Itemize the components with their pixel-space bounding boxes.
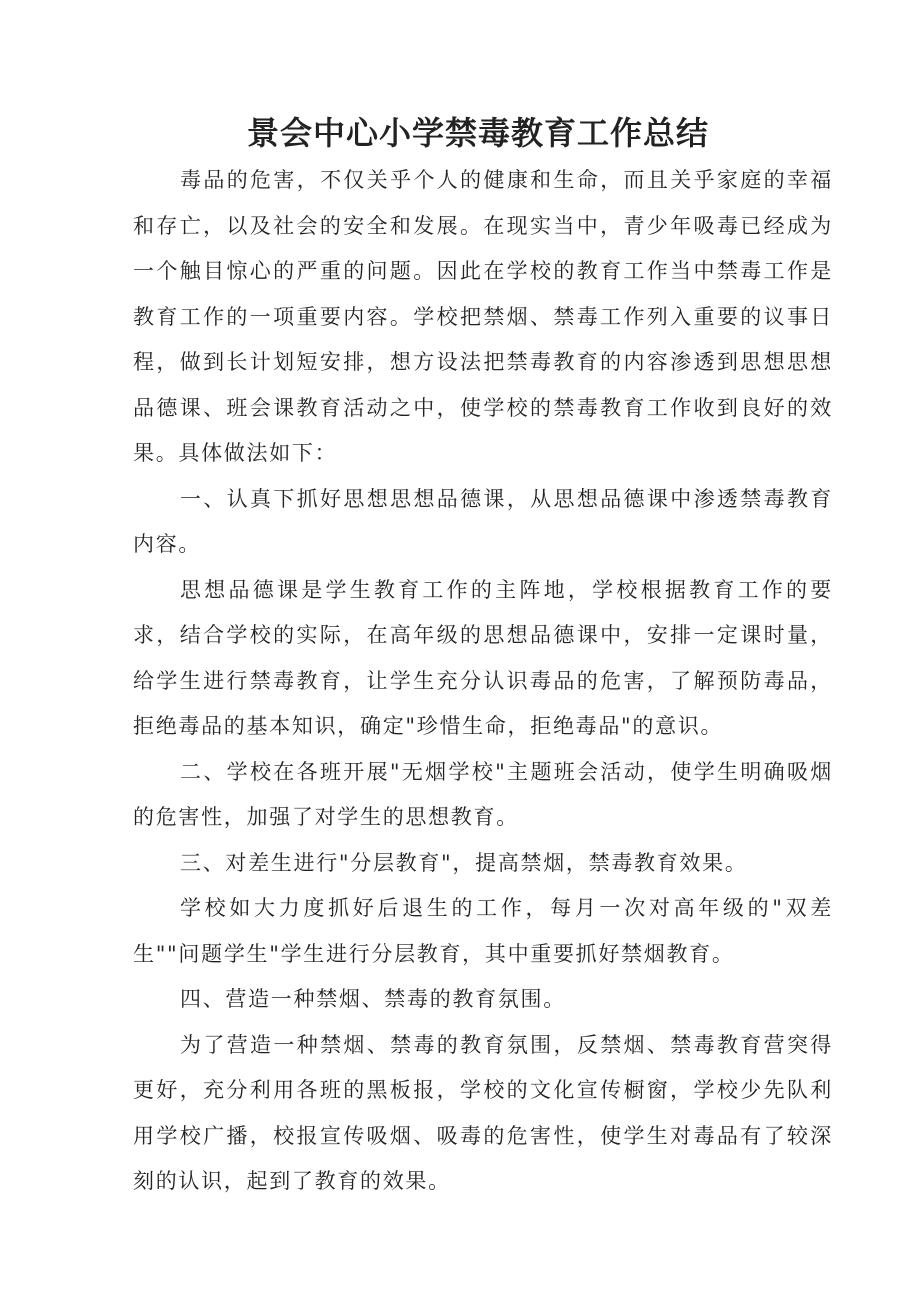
paragraph-heading-3: 三、对差生进行"分层教育"，提高禁烟，禁毒教育效果。	[180, 850, 748, 875]
paragraph-heading-4: 四、营造一种禁烟、禁毒的教育氛围。	[180, 987, 566, 1011]
paragraph-body-1: 思想品德课是学生教育工作的主阵地，学校根据教育工作的要求，结合学校的实际，在高年级的思想品德课中，安排一定课时量，给学生进行禁毒教育，让学生充分认识毒品的危害，了解预防毒品，拒绝毒品的基本知识，确定"珍惜生命，拒绝毒品"的意识。	[133, 577, 833, 738]
document-page	[133, 108, 833, 1205]
paragraph-body-3: 学校如大力度抓好后退生的工作，每月一次对高年级的"双差生""问题学生"学生进行分层教育，其中重要抓好禁烟教育。	[133, 896, 833, 966]
paragraph-body-4: 为了营造一种禁烟、禁毒的教育氛围，反禁烟、禁毒教育营突得更好，充分利用各班的黑板报，学校的文化宣传橱窗，学校少先队利用学校广播，校报宣传吸烟、吸毒的危害性，使学生对毒品有了较深刻的认识，起到了教育的效果。	[133, 1032, 833, 1193]
paragraph-heading-1: 一、认真下抓好思想思想品德课，从思想品德课中渗透禁毒教育内容。	[133, 486, 833, 556]
paragraph-heading-2: 二、学校在各班开展"无烟学校"主题班会活动，使学生明确吸烟的危害性，加强了对学生的思想教育。	[133, 759, 833, 829]
paragraph-intro: 毒品的危害，不仅关乎个人的健康和生命，而且关乎家庭的幸福和存亡，以及社会的安全和发展。在现实当中，青少年吸毒已经成为一个触目惊心的严重的问题。因此在学校的教育工作当中禁毒工作是教育工作的一项重要内容。学校把禁烟、禁毒工作列入重要的议事日程，做到长计划短安排，想方设法把禁毒教育的内容渗透到思想思想品德课、班会课教育活动之中，使学校的禁毒教育工作收到良好的效果。具体做法如下：	[133, 168, 833, 465]
document-title: 景会中心小学禁毒教育工作总结	[246, 114, 709, 152]
